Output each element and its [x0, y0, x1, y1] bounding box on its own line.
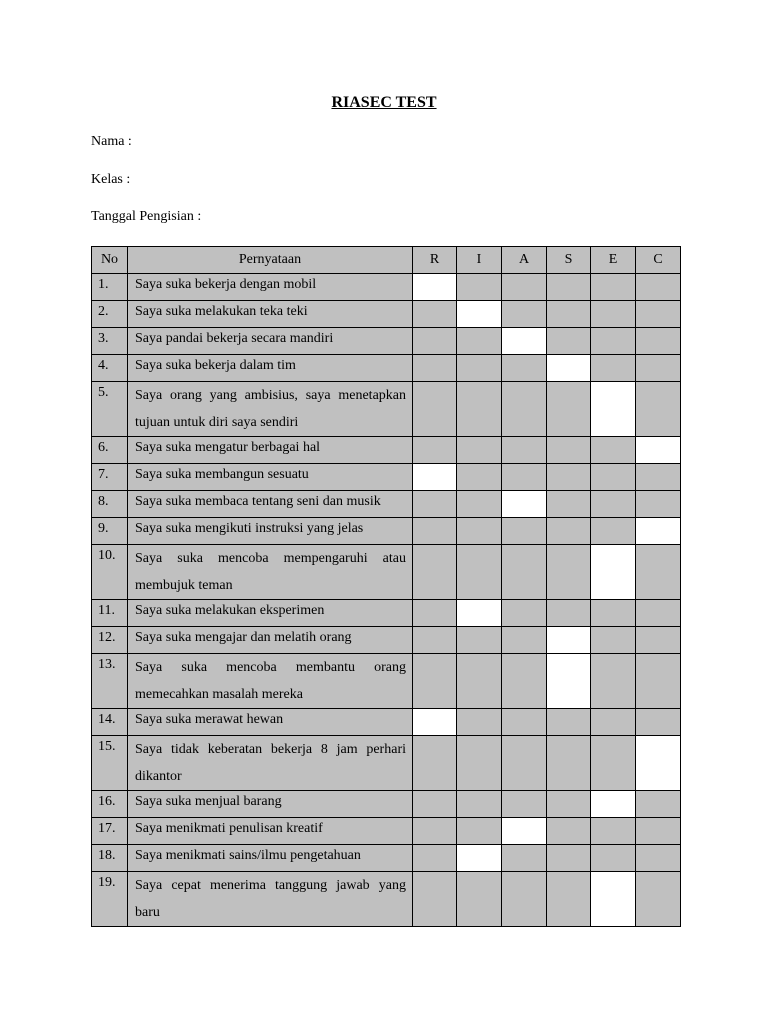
answer-cell-s — [547, 328, 591, 355]
table-row — [92, 355, 681, 382]
answer-cell-r — [413, 382, 457, 437]
answer-cell-a — [502, 736, 547, 791]
answer-cell-s — [547, 600, 591, 627]
answer-cell-r — [413, 301, 457, 328]
answer-cell-i — [457, 818, 502, 845]
header-r: R — [413, 247, 457, 274]
answer-cell-s — [547, 791, 591, 818]
answer-cell-c — [636, 654, 681, 709]
answer-cell-i — [457, 518, 502, 545]
nama-field-label: Nama : — [91, 134, 132, 149]
answer-cell-r — [413, 791, 457, 818]
answer-cell-i — [457, 274, 502, 301]
answer-cell-r[interactable] — [413, 464, 457, 491]
table-row — [92, 301, 681, 328]
header-pernyataan: Pernyataan — [128, 247, 413, 274]
row-number: 2. — [92, 301, 128, 328]
row-number: 15. — [92, 736, 128, 791]
riasec-table — [91, 246, 681, 927]
answer-cell-e — [591, 845, 636, 872]
table-row — [92, 872, 681, 927]
answer-cell-e — [591, 301, 636, 328]
answer-cell-e — [591, 600, 636, 627]
answer-cell-s[interactable] — [547, 627, 591, 654]
row-number: 13. — [92, 654, 128, 709]
answer-cell-c — [636, 274, 681, 301]
row-statement: Saya menikmati penulisan kreatif — [128, 818, 413, 845]
answer-cell-a — [502, 437, 547, 464]
answer-cell-r — [413, 736, 457, 791]
answer-cell-a — [502, 845, 547, 872]
answer-cell-s — [547, 437, 591, 464]
answer-cell-c — [636, 600, 681, 627]
answer-cell-i — [457, 382, 502, 437]
row-statement: Saya suka membaca tentang seni dan musik — [128, 491, 413, 518]
answer-cell-r — [413, 600, 457, 627]
header-a: A — [502, 247, 547, 274]
answer-cell-e — [591, 736, 636, 791]
answer-cell-s — [547, 545, 591, 600]
document-title: RIASEC TEST — [331, 94, 437, 111]
answer-cell-s — [547, 818, 591, 845]
row-statement: Saya suka mencoba mempengaruhi atau membujuk teman — [128, 545, 413, 600]
table-row — [92, 709, 681, 736]
answer-cell-c — [636, 845, 681, 872]
answer-cell-c — [636, 872, 681, 927]
answer-cell-s — [547, 301, 591, 328]
row-statement: Saya suka merawat hewan — [128, 709, 413, 736]
answer-cell-i — [457, 545, 502, 600]
answer-cell-c — [636, 709, 681, 736]
table-row — [92, 437, 681, 464]
kelas-field-label: Kelas : — [91, 172, 131, 187]
row-number: 6. — [92, 437, 128, 464]
answer-cell-a — [502, 355, 547, 382]
answer-cell-e — [591, 818, 636, 845]
header-c: C — [636, 247, 681, 274]
answer-cell-a — [502, 518, 547, 545]
row-number: 3. — [92, 328, 128, 355]
answer-cell-r — [413, 545, 457, 600]
answer-cell-e — [591, 355, 636, 382]
header-i: I — [457, 247, 502, 274]
answer-cell-e — [591, 654, 636, 709]
row-number: 4. — [92, 355, 128, 382]
answer-cell-r — [413, 328, 457, 355]
answer-cell-e[interactable] — [591, 545, 636, 600]
row-number: 7. — [92, 464, 128, 491]
answer-cell-a — [502, 654, 547, 709]
answer-cell-r[interactable] — [413, 709, 457, 736]
table-row — [92, 627, 681, 654]
answer-cell-c — [636, 355, 681, 382]
answer-cell-a — [502, 600, 547, 627]
answer-cell-e[interactable] — [591, 382, 636, 437]
table-header-row — [92, 247, 681, 274]
answer-cell-a — [502, 872, 547, 927]
table-row — [92, 382, 681, 437]
answer-cell-i[interactable] — [457, 600, 502, 627]
row-statement: Saya suka bekerja dengan mobil — [128, 274, 413, 301]
table-row — [92, 328, 681, 355]
row-statement: Saya suka melakukan eksperimen — [128, 600, 413, 627]
answer-cell-e — [591, 328, 636, 355]
answer-cell-c — [636, 382, 681, 437]
answer-cell-i — [457, 791, 502, 818]
answer-cell-c — [636, 545, 681, 600]
row-number: 5. — [92, 382, 128, 437]
answer-cell-r — [413, 437, 457, 464]
answer-cell-e — [591, 491, 636, 518]
row-statement: Saya pandai bekerja secara mandiri — [128, 328, 413, 355]
answer-cell-s — [547, 736, 591, 791]
answer-cell-r — [413, 491, 457, 518]
answer-cell-e — [591, 709, 636, 736]
answer-cell-e — [591, 627, 636, 654]
answer-cell-r — [413, 845, 457, 872]
answer-cell-i — [457, 464, 502, 491]
answer-cell-i — [457, 328, 502, 355]
answer-cell-e[interactable] — [591, 872, 636, 927]
row-statement: Saya suka mencoba membantu orang memecahkan masalah mereka — [128, 654, 413, 709]
answer-cell-r — [413, 818, 457, 845]
answer-cell-i[interactable] — [457, 845, 502, 872]
row-number: 19. — [92, 872, 128, 927]
answer-cell-e[interactable] — [591, 791, 636, 818]
row-statement: Saya tidak keberatan bekerja 8 jam perhari dikantor — [128, 736, 413, 791]
answer-cell-a — [502, 791, 547, 818]
answer-cell-r — [413, 518, 457, 545]
row-statement: Saya suka menjual barang — [128, 791, 413, 818]
row-statement: Saya suka mengajar dan melatih orang — [128, 627, 413, 654]
answer-cell-a — [502, 709, 547, 736]
row-number: 16. — [92, 791, 128, 818]
answer-cell-s[interactable] — [547, 654, 591, 709]
table-row — [92, 491, 681, 518]
row-number: 10. — [92, 545, 128, 600]
answer-cell-s — [547, 382, 591, 437]
row-number: 9. — [92, 518, 128, 545]
answer-cell-e — [591, 437, 636, 464]
table-row — [92, 654, 681, 709]
answer-cell-e — [591, 518, 636, 545]
answer-cell-i — [457, 437, 502, 464]
row-statement: Saya suka mengikuti instruksi yang jelas — [128, 518, 413, 545]
table-row — [92, 274, 681, 301]
tanggal-field-label: Tanggal Pengisian : — [91, 209, 202, 224]
table-row — [92, 600, 681, 627]
row-number: 12. — [92, 627, 128, 654]
answer-cell-r — [413, 872, 457, 927]
answer-cell-e — [591, 274, 636, 301]
header-no: No — [92, 247, 128, 274]
answer-cell-c — [636, 791, 681, 818]
row-statement: Saya cepat menerima tanggung jawab yang baru — [128, 872, 413, 927]
table-row — [92, 845, 681, 872]
answer-cell-i — [457, 709, 502, 736]
answer-cell-a[interactable] — [502, 491, 547, 518]
answer-cell-c — [636, 328, 681, 355]
row-number: 11. — [92, 600, 128, 627]
answer-cell-i[interactable] — [457, 301, 502, 328]
answer-cell-a — [502, 301, 547, 328]
answer-cell-c — [636, 491, 681, 518]
table-row — [92, 464, 681, 491]
row-number: 18. — [92, 845, 128, 872]
answer-cell-s — [547, 274, 591, 301]
row-statement: Saya suka bekerja dalam tim — [128, 355, 413, 382]
answer-cell-a — [502, 545, 547, 600]
row-number: 17. — [92, 818, 128, 845]
answer-cell-r[interactable] — [413, 274, 457, 301]
answer-cell-s — [547, 491, 591, 518]
table-row — [92, 818, 681, 845]
answer-cell-a — [502, 464, 547, 491]
answer-cell-r — [413, 355, 457, 382]
answer-cell-c[interactable] — [636, 736, 681, 791]
row-statement: Saya suka mengatur berbagai hal — [128, 437, 413, 464]
answer-cell-s — [547, 845, 591, 872]
header-s: S — [547, 247, 591, 274]
table-row — [92, 791, 681, 818]
answer-cell-c[interactable] — [636, 437, 681, 464]
header-e: E — [591, 247, 636, 274]
answer-cell-i — [457, 627, 502, 654]
row-number: 8. — [92, 491, 128, 518]
answer-cell-i — [457, 355, 502, 382]
answer-cell-c — [636, 627, 681, 654]
answer-cell-i — [457, 654, 502, 709]
row-statement: Saya menikmati sains/ilmu pengetahuan — [128, 845, 413, 872]
answer-cell-a — [502, 274, 547, 301]
answer-cell-c[interactable] — [636, 518, 681, 545]
answer-cell-s — [547, 872, 591, 927]
answer-cell-r — [413, 627, 457, 654]
answer-cell-s — [547, 464, 591, 491]
answer-cell-i — [457, 491, 502, 518]
row-statement: Saya suka membangun sesuatu — [128, 464, 413, 491]
row-number: 1. — [92, 274, 128, 301]
row-number: 14. — [92, 709, 128, 736]
table-row — [92, 545, 681, 600]
answer-cell-e — [591, 464, 636, 491]
answer-cell-c — [636, 818, 681, 845]
answer-cell-i — [457, 872, 502, 927]
answer-cell-a — [502, 382, 547, 437]
row-statement: Saya suka melakukan teka teki — [128, 301, 413, 328]
answer-cell-s — [547, 518, 591, 545]
answer-cell-s[interactable] — [547, 355, 591, 382]
answer-cell-s — [547, 709, 591, 736]
answer-cell-r — [413, 654, 457, 709]
answer-cell-a[interactable] — [502, 328, 547, 355]
answer-cell-a[interactable] — [502, 818, 547, 845]
answer-cell-c — [636, 464, 681, 491]
answer-cell-i — [457, 736, 502, 791]
table-row — [92, 518, 681, 545]
answer-cell-a — [502, 627, 547, 654]
answer-cell-c — [636, 301, 681, 328]
table-row — [92, 736, 681, 791]
row-statement: Saya orang yang ambisius, saya menetapkan tujuan untuk diri saya sendiri — [128, 382, 413, 437]
